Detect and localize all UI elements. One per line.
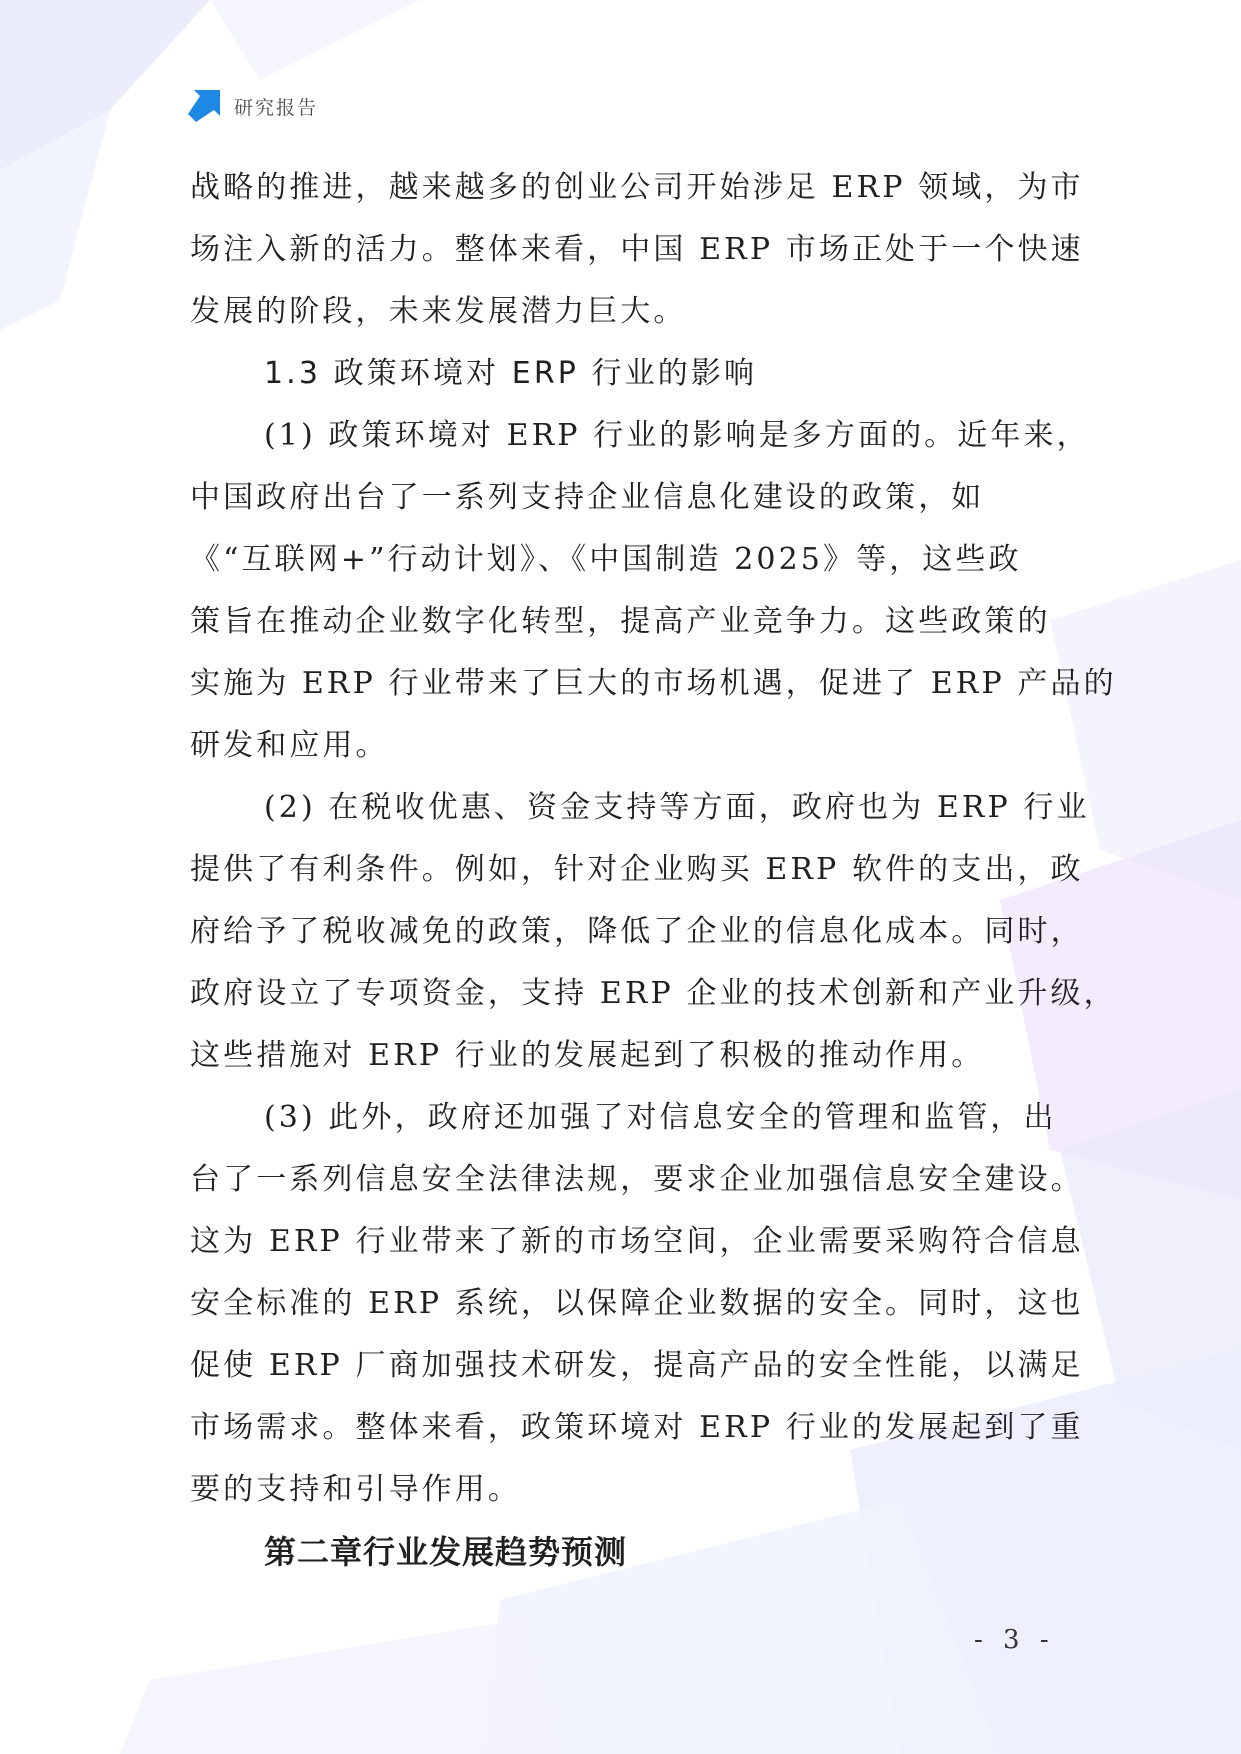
paragraph-line: 这些措施对 ERP 行业的发展起到了积极的推动作用。 [190, 1038, 985, 1073]
report-header [186, 88, 318, 124]
paragraph-line: 研发和应用。 [190, 728, 389, 763]
paragraph-line: 实施为 ERP 行业带来了巨大的市场机遇，促进了 ERP 产品的 [190, 666, 1117, 701]
paragraph-line: 台了一系列信息安全法律法规，要求企业加强信息安全建设。 [190, 1162, 1084, 1197]
paragraph-line: 这为 ERP 行业带来了新的市场空间，企业需要采购符合信息 [190, 1224, 1084, 1259]
paragraph-line: 政府设立了专项资金，支持 ERP 企业的技术创新和产业升级， [190, 976, 1117, 1011]
paragraph-line: 市场需求。整体来看，政策环境对 ERP 行业的发展起到了重 [190, 1410, 1084, 1445]
paragraph-line: 要的支持和引导作用。 [190, 1472, 521, 1507]
paragraph-line: 场注入新的活力。整体来看，中国 ERP 市场正处于一个快速 [190, 232, 1084, 267]
paragraph-line: (1) 政策环境对 ERP 行业的影响是多方面的。近年来， [264, 418, 1090, 453]
paragraph-line: 府给予了税收减免的政策，降低了企业的信息化成本。同时， [190, 914, 1084, 949]
paragraph-line: (3) 此外，政府还加强了对信息安全的管理和监管，出 [264, 1100, 1057, 1135]
paragraph-line: (2) 在税收优惠、资金支持等方面，政府也为 ERP 行业 [264, 790, 1090, 825]
header-label: 研究报告 [234, 96, 319, 119]
paragraph-line: 《“互联网+”行动计划》、《中国制造 2025》等，这些政 [190, 542, 1022, 577]
paragraph-line: 战略的推进，越来越多的创业公司开始涉足 ERP 领域，为市 [190, 170, 1084, 205]
paragraph-line: 发展的阶段，未来发展潜力巨大。 [190, 294, 687, 329]
chapter-heading: 第二章行业发展趋势预测 [264, 1533, 628, 1571]
page-number: - 3 - [974, 1625, 1055, 1655]
paragraph-line: 安全标准的 ERP 系统，以保障企业数据的安全。同时，这也 [190, 1286, 1084, 1321]
paragraph-line: 促使 ERP 厂商加强技术研发，提高产品的安全性能，以满足 [190, 1348, 1084, 1383]
paragraph-line: 策旨在推动企业数字化转型，提高产业竞争力。这些政策的 [190, 604, 1051, 639]
paragraph-line: 提供了有利条件。例如，针对企业购买 ERP 软件的支出，政 [190, 852, 1084, 887]
paragraph-line: 中国政府出台了一系列支持企业信息化建设的政策，如 [190, 480, 985, 515]
section-heading: 1.3 政策环境对 ERP 行业的影响 [264, 356, 758, 391]
arrow-up-right-icon [186, 88, 222, 124]
document-body [190, 157, 1117, 1583]
